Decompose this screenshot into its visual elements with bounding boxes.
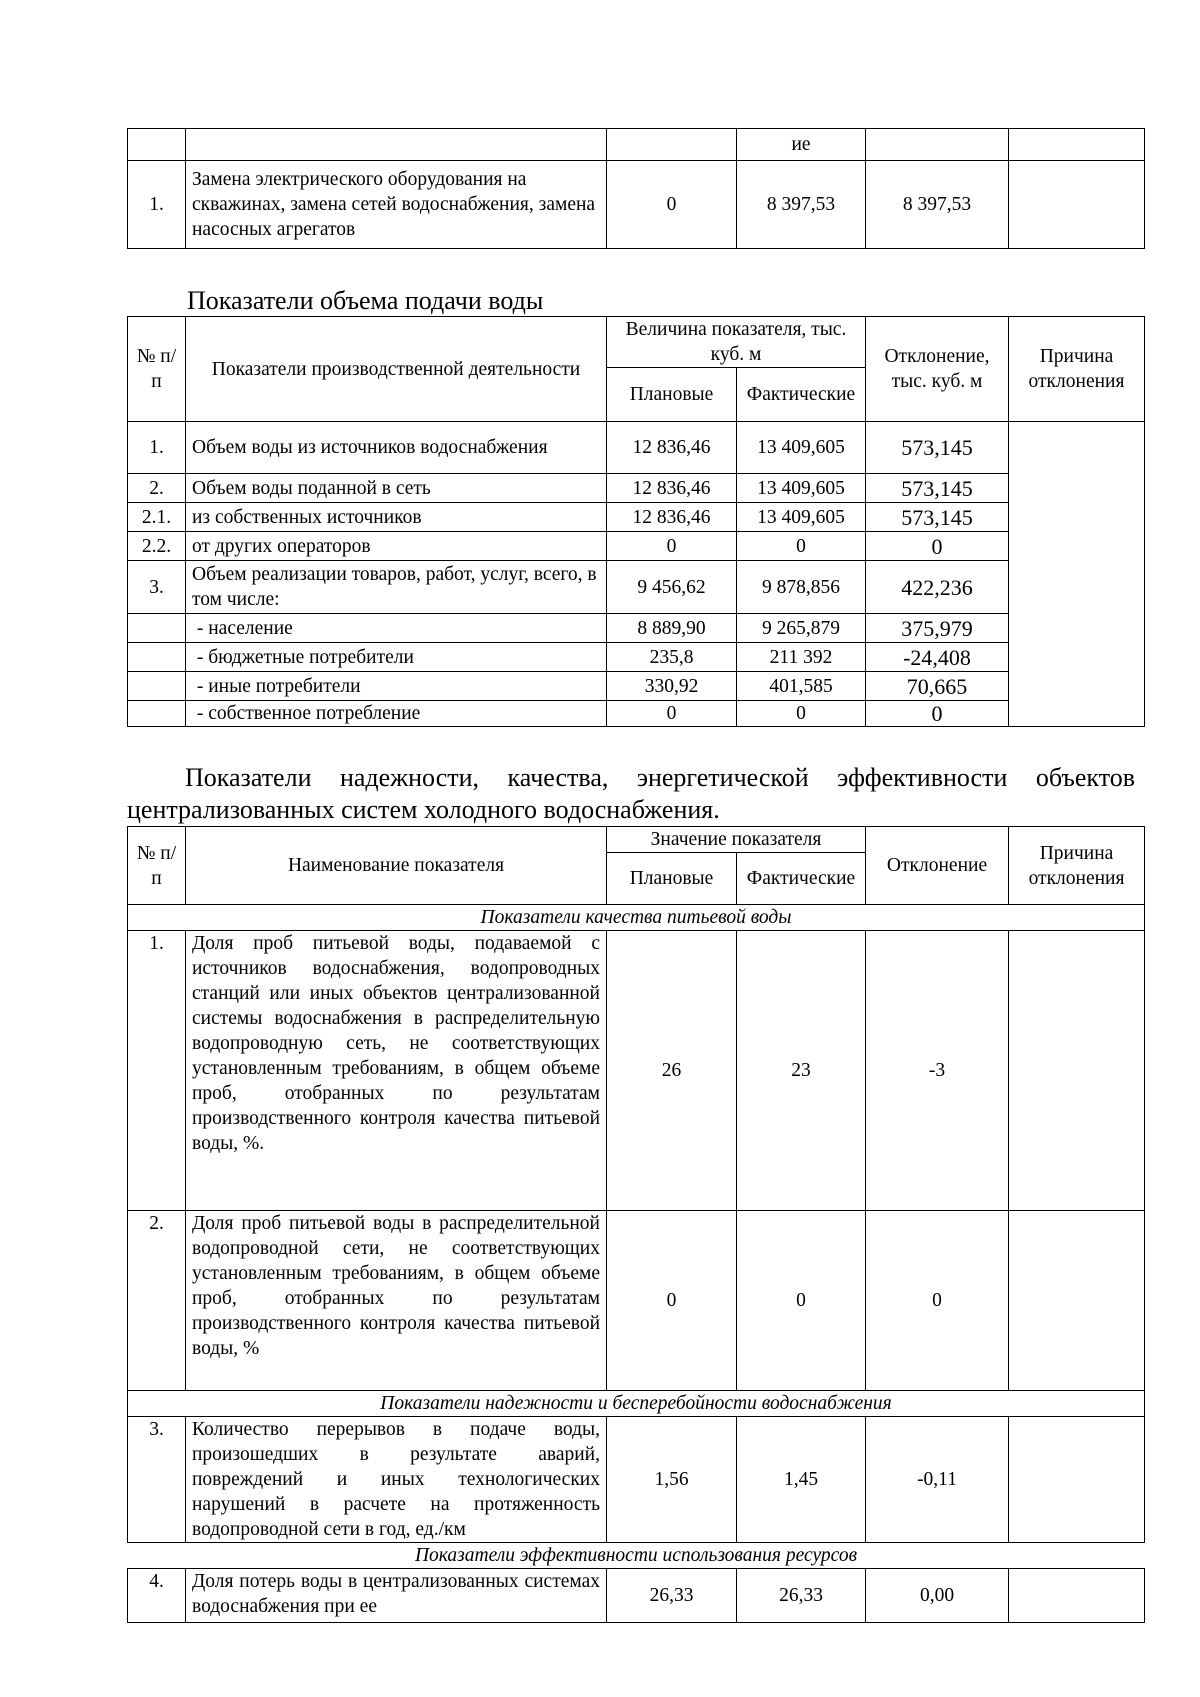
- row-name: Доля потерь воды в централизованных системах водоснабжения при ее: [186, 1569, 607, 1623]
- row-reason: [1009, 161, 1145, 249]
- row-name: Доля проб питьевой воды в распределительной водопроводной сети, не соответствующих установленным требованиям, в общем объеме проб, отобранных по результатам производственного контроля качества питьевой воды, %: [186, 1211, 607, 1391]
- section-heading-quality: Показатели качества питьевой воды: [128, 905, 1145, 931]
- table-row: [128, 614, 1145, 643]
- row-fact: 26,33: [737, 1569, 866, 1623]
- row-plan: 235,8: [607, 643, 737, 672]
- row-name: Количество перерывов в подаче воды, произошедших в результате аварий, повреждений и иных технологических нарушений в расчете на протяженность водопроводной сети в год, ед./км: [186, 1417, 607, 1543]
- row-plan: 12 836,46: [607, 503, 737, 532]
- table-row: [128, 1417, 1145, 1543]
- row-deviation: 573,145: [866, 474, 1009, 503]
- row-fact: 9 878,856: [737, 561, 866, 614]
- reason-cell: [1009, 1211, 1145, 1391]
- row-number: 2.: [128, 474, 186, 503]
- row-plan: 0: [607, 532, 737, 561]
- row-deviation: 375,979: [866, 614, 1009, 643]
- header-name: Показатели производственной деятельности: [186, 317, 607, 422]
- row-plan: 26,33: [607, 1569, 737, 1623]
- row-plan: 0: [607, 701, 737, 727]
- row-plan: 1,56: [607, 1417, 737, 1543]
- row-name: Замена электрического оборудования на скважинах, замена сетей водоснабжения, замена насосных агрегатов: [186, 161, 607, 249]
- row-plan: 330,92: [607, 672, 737, 701]
- row-name: - бюджетные потребители: [186, 643, 607, 672]
- table-header-fragment-row: [128, 129, 1145, 161]
- header-fact: Фактические: [737, 368, 866, 422]
- row-number: 1.: [128, 931, 186, 1211]
- row-number: 3.: [128, 1417, 186, 1543]
- row-number: [128, 672, 186, 701]
- row-deviation: 0: [866, 701, 1009, 727]
- row-fact: 211 392: [737, 643, 866, 672]
- row-fact: 1,45: [737, 1417, 866, 1543]
- row-number: 2.2.: [128, 532, 186, 561]
- table-row: [128, 701, 1145, 727]
- row-fact: 9 265,879: [737, 614, 866, 643]
- row-plan: 8 889,90: [607, 614, 737, 643]
- table-row: [128, 503, 1145, 532]
- row-name: Объем воды поданной в сеть: [186, 474, 607, 503]
- header-deviation: Отклонение: [866, 827, 1009, 905]
- header-reason: Причина отклонения: [1009, 317, 1145, 422]
- header-fact: Фактические: [737, 853, 866, 905]
- table-row: [128, 1569, 1145, 1623]
- row-deviation: 70,665: [866, 672, 1009, 701]
- row-fact: 8 397,53: [737, 161, 866, 249]
- table-row: [128, 561, 1145, 614]
- row-number: 1.: [128, 161, 186, 249]
- row-number: 2.: [128, 1211, 186, 1391]
- section-title-reliability: Показатели надежности, качества, энергетической эффективности объектов централизованных систем холодного водоснабжения.: [127, 763, 1135, 824]
- reason-cell: [1009, 1417, 1145, 1543]
- table-row: [128, 931, 1145, 1211]
- row-fact: 23: [737, 931, 866, 1211]
- header-value-group: Значение показателя: [607, 827, 866, 853]
- row-number: [128, 643, 186, 672]
- row-number: 2.1.: [128, 503, 186, 532]
- table-row: [128, 532, 1145, 561]
- table-row: [128, 643, 1145, 672]
- header-value-group: Величина показателя, тыс. куб. м: [607, 317, 866, 368]
- row-deviation: 573,145: [866, 503, 1009, 532]
- row-number: 1.: [128, 422, 186, 474]
- header-plan: Плановые: [607, 853, 737, 905]
- table-reliability-indicators: [127, 826, 1145, 1623]
- row-name: из собственных источников: [186, 503, 607, 532]
- row-deviation: -24,408: [866, 643, 1009, 672]
- row-fact: 13 409,605: [737, 422, 866, 474]
- row-number: [128, 701, 186, 727]
- header-deviation: Отклонение, тыс. куб. м: [866, 317, 1009, 422]
- row-name: Доля проб питьевой воды, подаваемой с источников водоснабжения, водопроводных станций или иных объектов централизованной системы водоснабжения в распределительную водопроводную сеть, не соответствующих установленным требованиям, в общем объеме проб, отобранных по результатам производственного контроля качества питьевой воды, %.: [186, 931, 607, 1211]
- row-deviation: -3: [866, 931, 1009, 1211]
- row-plan: 12 836,46: [607, 422, 737, 474]
- table-row: [128, 422, 1145, 474]
- row-deviation: 573,145: [866, 422, 1009, 474]
- section-title-water-supply: Показатели объема подачи воды: [187, 286, 544, 315]
- section-heading-efficiency: Показатели эффективности использования ресурсов: [128, 1543, 1145, 1569]
- row-name: - население: [186, 614, 607, 643]
- header-reason: Причина отклонения: [1009, 827, 1145, 905]
- row-number: [128, 614, 186, 643]
- row-deviation: -0,11: [866, 1417, 1009, 1543]
- row-deviation: 0,00: [866, 1569, 1009, 1623]
- row-name: от других операторов: [186, 532, 607, 561]
- row-name: Объем воды из источников водоснабжения: [186, 422, 607, 474]
- table-row: [128, 161, 1145, 249]
- row-deviation: 8 397,53: [866, 161, 1009, 249]
- table-equipment-continuation: [127, 128, 1145, 249]
- row-plan: 9 456,62: [607, 561, 737, 614]
- row-deviation: 0: [866, 532, 1009, 561]
- table-row: [128, 672, 1145, 701]
- header-plan: Плановые: [607, 368, 737, 422]
- row-fact: 401,585: [737, 672, 866, 701]
- row-name: - иные потребители: [186, 672, 607, 701]
- row-number: 3.: [128, 561, 186, 614]
- header-fragment: ие: [737, 129, 866, 161]
- reason-cell: [1009, 422, 1145, 727]
- section-heading-reliability: Показатели надежности и бесперебойности водоснабжения: [128, 1391, 1145, 1417]
- row-name: Объем реализации товаров, работ, услуг, всего, в том числе:: [186, 561, 607, 614]
- header-num: № п/п: [128, 317, 186, 422]
- reason-cell: [1009, 1569, 1145, 1623]
- row-name: - собственное потребление: [186, 701, 607, 727]
- row-fact: 0: [737, 532, 866, 561]
- header-num: № п/п: [128, 827, 186, 905]
- row-fact: 0: [737, 1211, 866, 1391]
- row-plan: 0: [607, 161, 737, 249]
- row-number: 4.: [128, 1569, 186, 1623]
- table-water-supply: [127, 316, 1145, 727]
- row-fact: 13 409,605: [737, 474, 866, 503]
- reason-cell: [1009, 931, 1145, 1211]
- row-plan: 0: [607, 1211, 737, 1391]
- row-deviation: 422,236: [866, 561, 1009, 614]
- row-fact: 13 409,605: [737, 503, 866, 532]
- table-row: [128, 474, 1145, 503]
- row-plan: 26: [607, 931, 737, 1211]
- row-fact: 0: [737, 701, 866, 727]
- row-deviation: 0: [866, 1211, 1009, 1391]
- row-plan: 12 836,46: [607, 474, 737, 503]
- table-row: [128, 1211, 1145, 1391]
- header-name: Наименование показателя: [186, 827, 607, 905]
